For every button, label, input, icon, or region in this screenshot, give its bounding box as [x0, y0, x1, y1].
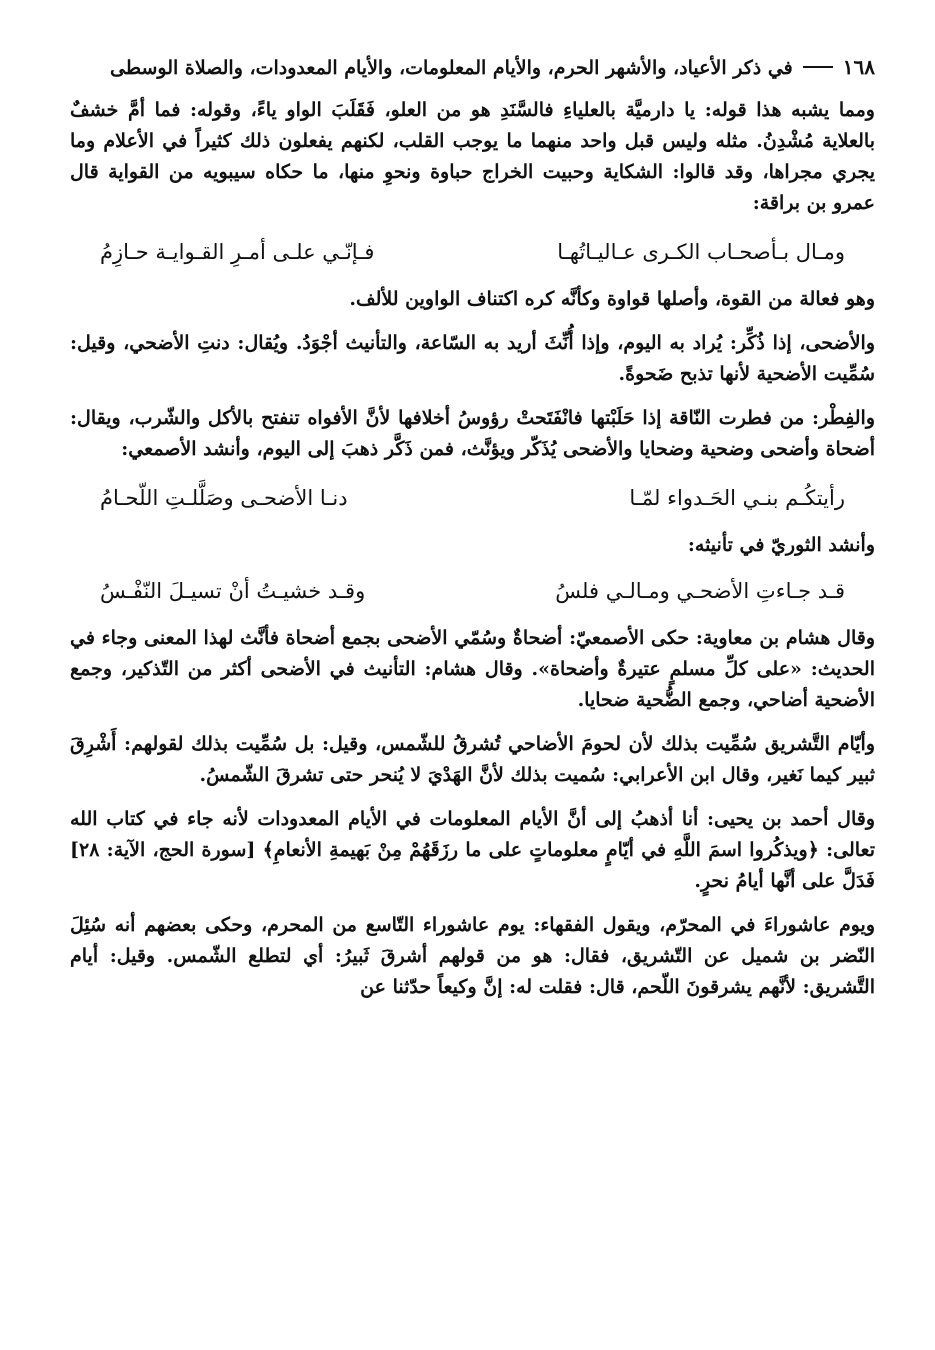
verse-1-second-hemistich: فـإنّـي علـى أمـرِ القـوايـة حـازِمُ — [100, 240, 375, 264]
verse-1 — [100, 232, 845, 272]
page-body — [70, 95, 875, 1003]
verse-2-second-hemistich: دنـا الأضحـى وصَلَّلـتِ اللّحـامُ — [100, 486, 348, 510]
paragraph-2: وهو فعالة من القوة، وأصلها قواوة وكأنَّه كره اكتناف الواوين للألف. — [349, 288, 875, 310]
page-number: ١٦٨ — [842, 55, 875, 79]
paragraph-9: ويوم عاشوراءَ في المحرّم، ويقول الفقهاء: يوم عاشوراء التّاسع من المحرم، وحكى بعضهم أنه سُئِلَ النّضر بن شميل عن التّشريق، فقال: هو من قولهم أشرقَ ثَبيرُ: أي لتطلع الشّمس. وقيل: أيام التَّشريق: لأنَّهم يشرقونَ اللّحم، قال: فقلت له: إنَّ وكيعاً حدّثنا عن — [70, 914, 875, 998]
header-dash — [803, 66, 833, 68]
paragraph-3: والأضحى، إذا ذُكِّر: يُراد به اليوم، وإذا أُنِّثَ أريد به السّاعة، والتأنيث أجْوَدُ. ويُقال: دنتِ الأضحي، وقيل: سُمِّيت الأضحية لأنها تذبح ضَحوةً. — [70, 332, 875, 385]
verse-1-first-hemistich: ومـال بـأصحـاب الكـرى عـاليـاتُهـا — [557, 240, 845, 264]
verse-3 — [100, 571, 845, 611]
verse-2-first-hemistich: رأيتكُـم بنـي الحَـدواء لمّـا — [629, 486, 845, 510]
paragraph-6: وقال هشام بن معاوية: حكى الأصمعيّ: أضحاةٌ وسُمّي الأضحى بجمع أضحاة فأنَّث لهذا المعنى وجاء في الحديث: «على كلِّ مسلمٍ عتيرةٌ وأضحاة». وقال هشام: التأنيث في الأضحى أكثر من التّذكير، وجمع الأضحية أضاحي، وجمع الضُّحية ضحايا. — [70, 627, 875, 711]
document-page — [70, 50, 875, 1016]
verse-2 — [100, 478, 845, 518]
paragraph-1: ومما يشبه هذا قوله: يا دارميَّة بالعلياءِ فالسَّنَدِ هو من العلو، فَقَلَبَ الواو ياءً، وقوله: فما أمَّ خشفٌ بالعلاية مُشْدِنُ. مثله وليس قبل واحد منهما ما يوجب القلب، لكنهم يفعلون ذلك كثيراً في الأعلام وما يجري مجراها، وقد قالوا: الشكاية وحبيت الخراج حباوة ونحوِ منها، ما حكاه سيبويه من القواية قال عمرو بن براقة: — [70, 99, 875, 214]
paragraph-7: وأيّام التَّشريق سُمِّيت بذلك لأن لحومَ الأضاحي تُشرقُ للشّمس، وقيل: بل سُمِّيت بذلك لقولهم: أَشْرِقَ ثبير كيما نَغير، وقال ابن الأعرابي: سُميت بذلك لأنَّ الهَدْيَ لا يُنحر حتى تشرقَ الشّمسُ. — [70, 733, 875, 786]
verse-3-second-hemistich: وقـد خشيـتُ أنْ تسيـلَ النّفْـسُ — [100, 579, 366, 603]
running-header — [70, 50, 875, 85]
paragraph-8: وقال أحمد بن يحيى: أنا أذهبُ إلى أنَّ الأيام المعلومات في الأيام المعدودات لأنه جاء في كتاب الله تعالى: ﴿ويذكُروا اسمَ اللَّهِ في أيّامٍ معلوماتٍ على ما رزَقَهُمْ مِنْ بَهيمةِ الأنعامِ﴾ [سورة الحج، الآية: ٢٨] فَدَلَّ على أنَّها أيامُ نحرٍ. — [70, 808, 875, 892]
paragraph-4: والفِطْر: من فطرت النّاقة إذا حَلَبْتها فانْفَتَحتْ رؤوسُ أخلافها لأنَّ الأفواه تنفتح بالأكل والشّرب، ويقال: أضحاة وأضحى وضحية وضحايا والأضحى يُذَكّر ويؤنَّث، فمن ذَكَّر ذهبَ إلى اليوم، وأنشد الأصمعي: — [70, 407, 875, 460]
header-title: في ذكر الأعياد، والأشهر الحرم، والأيام المعلومات، والأيام المعدودات، والصلاة الوسطى — [110, 57, 793, 79]
paragraph-5: وأنشد الثوريّ في تأنيثه: — [687, 534, 875, 556]
verse-3-first-hemistich: قـد جـاءتِ الأضحـي ومـالـي فلسُ — [555, 579, 845, 603]
